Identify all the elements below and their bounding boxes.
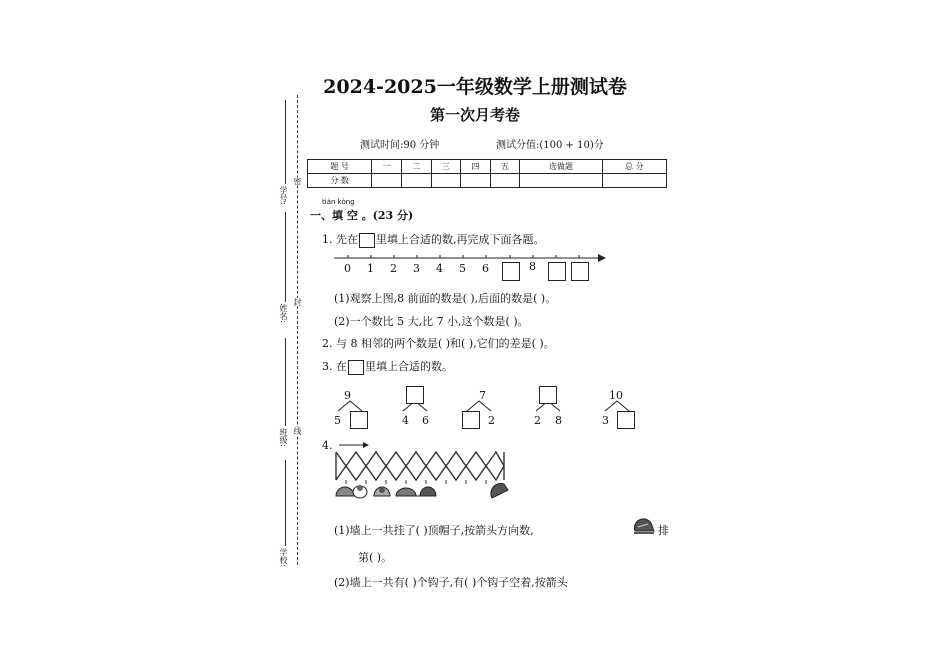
number-line-answer-box[interactable] bbox=[571, 262, 589, 281]
score-table-header: 选做题 bbox=[520, 160, 602, 174]
q4-sub1-suffix: 排 bbox=[658, 524, 669, 537]
binding-mark-feng: 封 bbox=[293, 298, 302, 306]
tree-1-top: 9 bbox=[344, 389, 351, 402]
score-table-header: 五 bbox=[490, 160, 520, 174]
q1-text-b: 里填上合适的数,再完成下面各题。 bbox=[376, 233, 545, 246]
tree-2-left: 4 bbox=[402, 414, 409, 427]
q3-text-a: 3. 在 bbox=[322, 360, 347, 373]
tree-3-answer-box[interactable] bbox=[462, 411, 480, 429]
test-score: 测试分值:(100 + 10)分 bbox=[496, 140, 604, 151]
tree-5-top: 10 bbox=[609, 389, 623, 402]
cap-icon bbox=[632, 517, 656, 539]
q1-sub1: (1)观察上图,8 前面的数是( ),后面的数是( )。 bbox=[334, 292, 557, 305]
q3-text bbox=[322, 358, 453, 375]
score-cell[interactable] bbox=[520, 174, 602, 188]
number-line-label: 3 bbox=[413, 262, 420, 275]
class-line bbox=[285, 338, 286, 426]
test-time: 测试时间:90 分钟 bbox=[360, 140, 440, 151]
binding-mark-mi: 密 bbox=[293, 177, 302, 185]
school-line bbox=[285, 460, 286, 546]
score-row-label: 分 数 bbox=[308, 174, 372, 188]
number-line-answer-box[interactable] bbox=[502, 262, 520, 281]
number-line-arrow-icon bbox=[598, 254, 606, 262]
page-subtitle: 第一次月考卷 bbox=[429, 106, 520, 124]
number-line-label: 4 bbox=[436, 262, 443, 275]
score-table-header-row bbox=[308, 160, 667, 174]
tree-4-right: 8 bbox=[555, 414, 562, 427]
q3-text-b: 里填上合适的数。 bbox=[365, 360, 453, 373]
student-id-label: 学号: bbox=[279, 186, 288, 205]
score-cell[interactable] bbox=[372, 174, 402, 188]
binding-mark-xian: 线 bbox=[293, 427, 302, 435]
name-label: 姓名: bbox=[279, 304, 288, 323]
score-table-score-row bbox=[308, 174, 667, 188]
score-table-header: 题 号 bbox=[308, 160, 372, 174]
q2-text: 2. 与 8 相邻的两个数是( )和( ),它们的差是( )。 bbox=[322, 337, 555, 350]
number-line-answer-box[interactable] bbox=[548, 262, 566, 281]
score-cell[interactable] bbox=[602, 174, 666, 188]
tree-3-right: 2 bbox=[488, 414, 495, 427]
lattice-rack-icon bbox=[336, 452, 504, 480]
binding-dashed-line bbox=[297, 95, 298, 565]
answer-box-icon bbox=[348, 360, 364, 375]
tree-2-right: 6 bbox=[422, 414, 429, 427]
section-title: 一、填 空 。(23 分) bbox=[310, 209, 414, 222]
tree-3-top: 7 bbox=[479, 389, 486, 402]
tree-1-left: 5 bbox=[334, 414, 341, 427]
number-line-label: 5 bbox=[459, 262, 466, 275]
score-cell[interactable] bbox=[401, 174, 431, 188]
number-line-label: 0 bbox=[344, 262, 351, 275]
score-table-header: 三 bbox=[431, 160, 461, 174]
school-label: 学校: bbox=[279, 548, 288, 567]
answer-box-icon bbox=[359, 233, 375, 248]
q4-label: 4. bbox=[322, 439, 333, 452]
name-line bbox=[285, 212, 286, 302]
q1-text-a: 1. 先在 bbox=[322, 233, 358, 246]
score-cell[interactable] bbox=[490, 174, 520, 188]
score-table-header: 四 bbox=[461, 160, 491, 174]
number-line-label: 2 bbox=[390, 262, 397, 275]
tree-4-answer-box[interactable] bbox=[539, 386, 557, 404]
hat-icons bbox=[336, 484, 508, 498]
tree-1-answer-box[interactable] bbox=[350, 411, 368, 429]
page-title: 2024-2025一年级数学上册测试卷 bbox=[323, 76, 627, 98]
number-line-label: 8 bbox=[529, 260, 536, 273]
score-table-header: 一 bbox=[372, 160, 402, 174]
hat-rack-illustration bbox=[332, 448, 512, 506]
tree-5-answer-box[interactable] bbox=[617, 411, 635, 429]
q1-sub2: (2)一个数比 5 大,比 7 小,这个数是( )。 bbox=[334, 315, 529, 328]
score-table-header: 二 bbox=[401, 160, 431, 174]
tree-5-left: 3 bbox=[602, 414, 609, 427]
score-table-header: 总 分 bbox=[602, 160, 666, 174]
class-label: 班级: bbox=[279, 428, 288, 447]
number-tree-lines bbox=[330, 395, 650, 415]
q1-text bbox=[322, 231, 545, 248]
number-line-label: 1 bbox=[367, 262, 374, 275]
tree-4-left: 2 bbox=[534, 414, 541, 427]
tree-2-answer-box[interactable] bbox=[406, 386, 424, 404]
number-line-label: 6 bbox=[482, 262, 489, 275]
q4-sub1-rank: 第( )。 bbox=[358, 551, 393, 564]
score-table bbox=[307, 159, 667, 188]
q4-sub2-text: (2)墙上一共有( )个钩子,有( )个钩子空着,按箭头 bbox=[334, 576, 568, 589]
section-pinyin: tián kòng bbox=[322, 198, 355, 206]
q4-sub1-text: (1)墙上一共挂了( )顶帽子,按箭头方向数, bbox=[334, 524, 534, 537]
score-cell[interactable] bbox=[461, 174, 491, 188]
score-cell[interactable] bbox=[431, 174, 461, 188]
